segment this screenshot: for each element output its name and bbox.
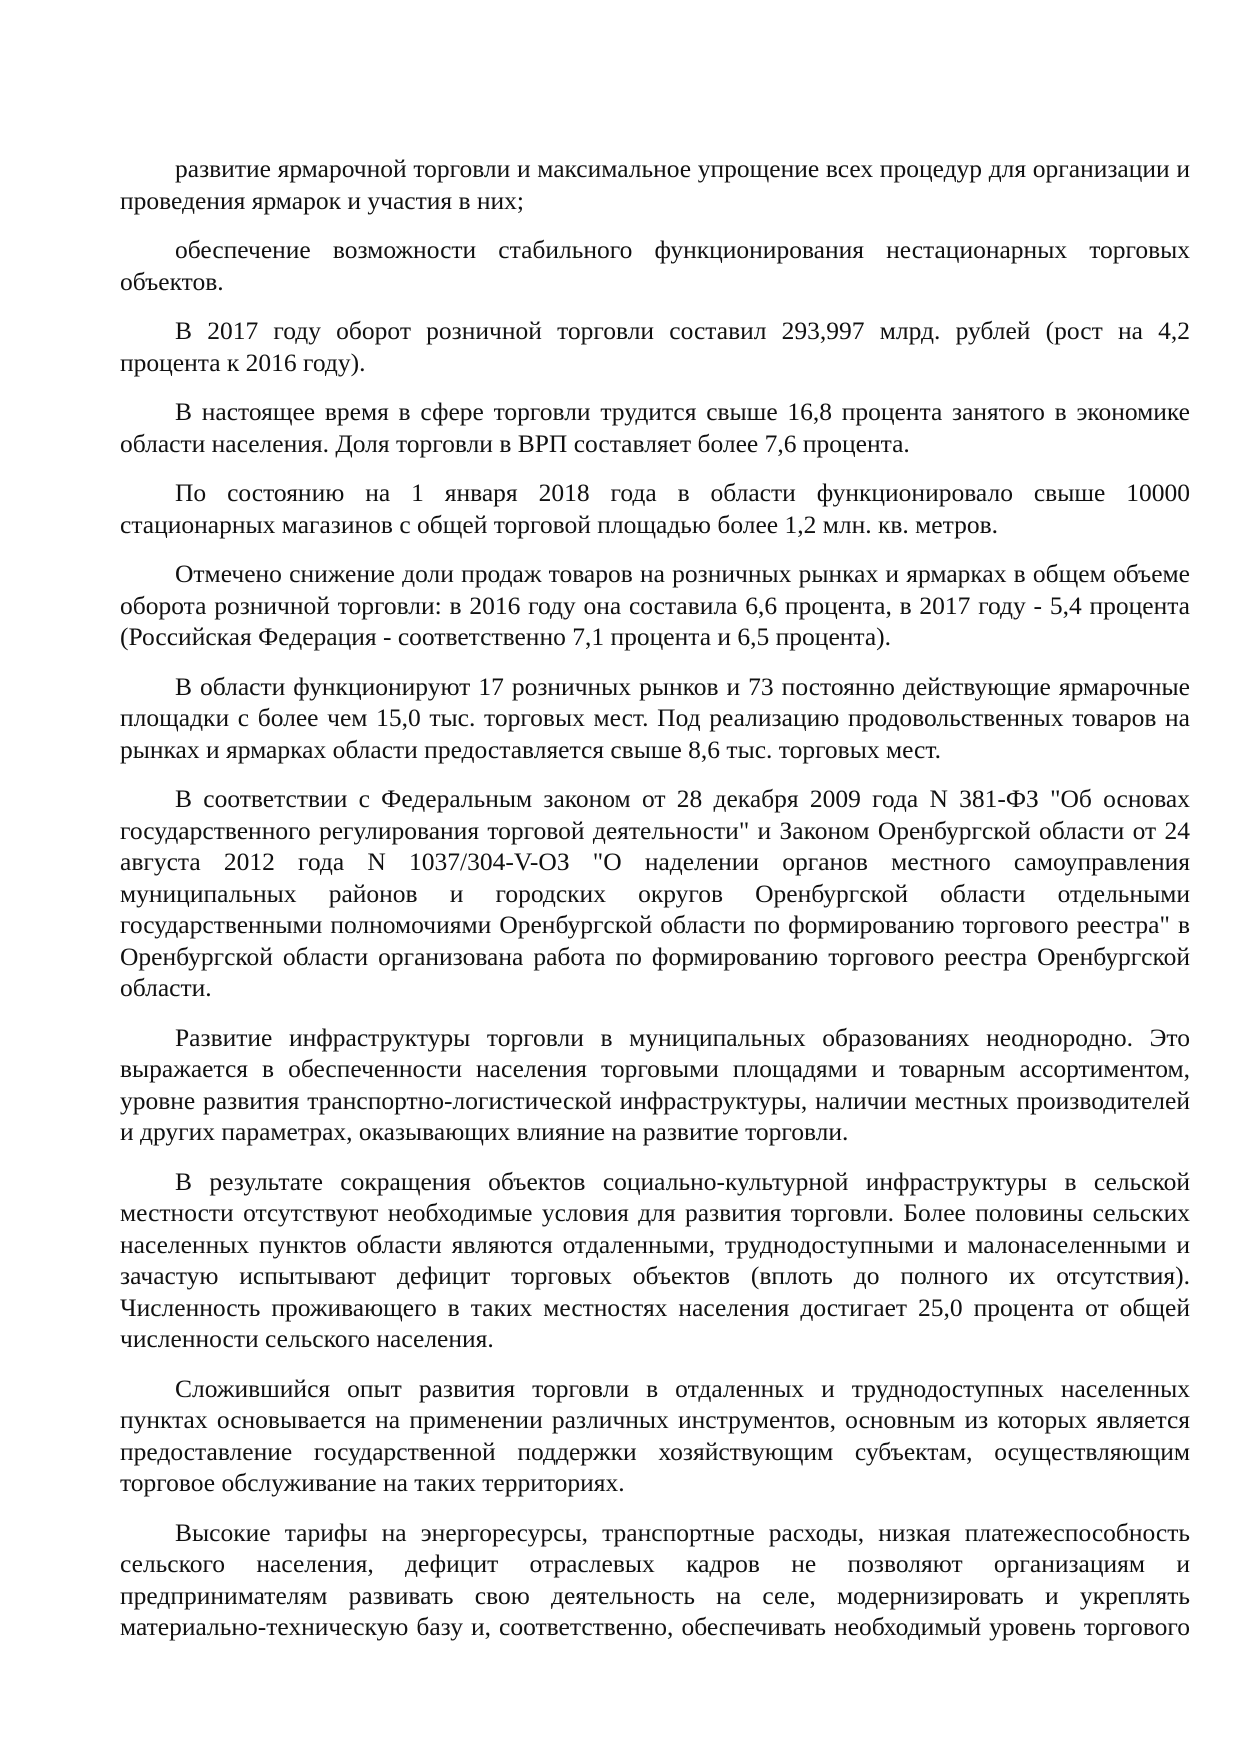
paragraph-10: В результате сокращения объектов социально-культурной инфраструктуры в сельской местности отсутствуют необходимые условия для развития торговли. Более половины сельских населенных пунктов области являются отдаленными, труднодоступными и малонаселенными и зачастую испытывают дефицит торговых объектов (вплоть до полного их отсутствия). Численность проживающего в таких местностях населения достигает 25,0 процента от общей численности сельского населения. <box>120 1166 1190 1353</box>
paragraph-1: развитие ярмарочной торговли и максимальное упрощение всех процедур для организации и проведения ярмарок и участия в них; <box>120 154 1190 215</box>
paragraph-5: По состоянию на 1 января 2018 года в области функционировало свыше 10000 стационарных магазинов с общей торговой площадью более 1,2 млн. кв. метров. <box>120 478 1190 539</box>
paragraph-2: обеспечение возможности стабильного функционирования нестационарных торговых объектов. <box>120 235 1190 296</box>
paragraph-7: В области функционируют 17 розничных рынков и 73 постоянно действующие ярмарочные площадки с более чем 15,0 тыс. торговых мест. Под реализацию продовольственных товаров на рынках и ярмарках области предоставляется свыше 8,6 тыс. торговых мест. <box>120 671 1190 764</box>
paragraph-4: В настоящее время в сфере торговли трудится свыше 16,8 процента занятого в экономике области населения. Доля торговли в ВРП составляет более 7,6 процента. <box>120 397 1190 458</box>
paragraph-6: Отмечено снижение доли продаж товаров на розничных рынках и ярмарках в общем объеме оборота розничной торговли: в 2016 году она составила 6,6 процента, в 2017 году - 5,4 процента (Российская Федерация - соответственно 7,1 процента и 6,5 процента). <box>120 559 1190 651</box>
paragraph-11: Сложившийся опыт развития торговли в отдаленных и труднодоступных населенных пунктах основывается на применении различных инструментов, основным из которых является предоставление государственной поддержки хозяйствующим субъектам, осуществляющим торговое обслуживание на таких территориях. <box>120 1373 1190 1497</box>
paragraph-12: Высокие тарифы на энергоресурсы, транспортные расходы, низкая платежеспособность сельского населения, дефицит отраслевых кадров не позволяют организациям и предпринимателям развивать свою деятельность на селе, модернизировать и укреплять материально-техническую базу и, соответственно, обеспечивать необходимый уровень торгового <box>120 1517 1190 1641</box>
paragraph-8: В соответствии с Федеральным законом от 28 декабря 2009 года N 381-ФЗ "Об основах государственного регулирования торговой деятельности" и Законом Оренбургской области от 24 августа 2012 года N 1037/304-V-ОЗ "О наделении органов местного самоуправления муниципальных районов и городских округов Оренбургской области отдельными государственными полномочиями Оренбургской области по формированию торгового реестра" в Оренбургской области организована работа по формированию торгового реестра Оренбургской области. <box>120 784 1190 1002</box>
paragraph-3: В 2017 году оборот розничной торговли составил 293,997 млрд. рублей (рост на 4,2 процента к 2016 году). <box>120 316 1190 377</box>
document-body <box>120 153 1190 1661</box>
paragraph-9: Развитие инфраструктуры торговли в муниципальных образованиях неоднородно. Это выражается в обеспеченности населения торговыми площадями и товарным ассортиментом, уровне развития транспортно-логистической инфраструктуры, наличии местных производителей и других параметрах, оказывающих влияние на развитие торговли. <box>120 1022 1190 1146</box>
